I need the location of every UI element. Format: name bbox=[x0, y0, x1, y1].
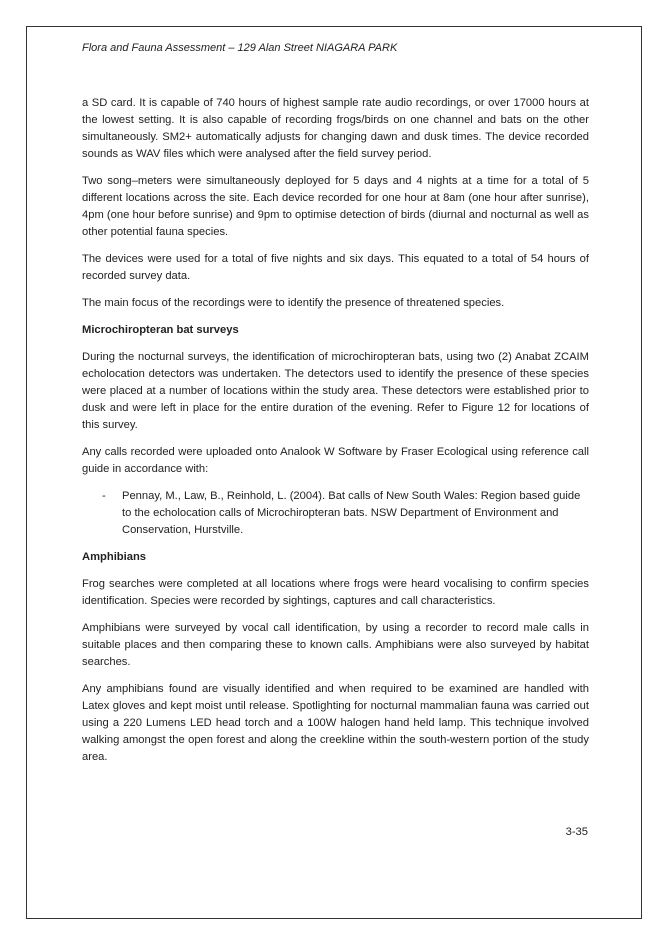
document-body bbox=[82, 95, 589, 776]
paragraph: Any amphibians found are visually identified and when required to be examined are handled with Latex gloves and kept moist until release. Spotlighting for nocturnal mammalian fauna was carried out using a 220 Lumens LED head torch and a 100W halogen hand held lamp. This technique involved walking amongst the open forest and along the creekline within the south-western portion of the study area. bbox=[82, 683, 589, 763]
paragraph: During the nocturnal surveys, the identification of microchiropteran bats, using two (2) Anabat ZCAIM echolocation detectors was undertaken. The detectors used to identify the presence of these species were placed at a number of locations within the study area. These detectors were established prior to dusk and were left in place for the entire duration of the evening. Refer to Figure 12 for locations of this survey. bbox=[82, 351, 589, 431]
document-header: Flora and Fauna Assessment – 129 Alan Street NIAGARA PARK bbox=[82, 42, 398, 54]
paragraph: Amphibians were surveyed by vocal call identification, by using a recorder to record male calls in suitable places and then comparing these to known calls. Amphibians were also surveyed by habitat searches. bbox=[82, 622, 589, 668]
paragraph: The devices were used for a total of five nights and six days. This equated to a total of 54 hours of recorded survey data. bbox=[82, 253, 589, 282]
page-number: 3-35 bbox=[565, 826, 588, 838]
reference-item bbox=[82, 488, 589, 539]
paragraph: The main focus of the recordings were to identify the presence of threatened species. bbox=[82, 297, 505, 309]
section-heading-bats: Microchiropteran bat surveys bbox=[82, 324, 239, 336]
reference-text: Pennay, M., Law, B., Reinhold, L. (2004). Bat calls of New South Wales: Region based guide to the echolocation calls of Microchiropteran bats. NSW Department of Environment and Conservation, Hurstville. bbox=[122, 490, 581, 536]
reference-bullet: - bbox=[102, 490, 106, 502]
paragraph: a SD card. It is capable of 740 hours of highest sample rate audio recordings, or over 17000 hours at the lowest setting. It is also capable of recording frogs/birds on one channel and bats on the other simultaneously. SM2+ automatically adjusts for changing dawn and dusk times. The device recorded sounds as WAV files which were analysed after the field survey period. bbox=[82, 97, 589, 160]
paragraph: Any calls recorded were uploaded onto Analook W Software by Fraser Ecological using reference call guide in accordance with: bbox=[82, 446, 589, 475]
paragraph: Frog searches were completed at all locations where frogs were heard vocalising to confirm species identification. Species were recorded by sightings, captures and call characteristics. bbox=[82, 578, 589, 607]
paragraph: Two song–meters were simultaneously deployed for 5 days and 4 nights at a time for a total of 5 different locations across the site. Each device recorded for one hour at 8am (one hour after sunrise), 4pm (one hour before sunrise) and 9pm to optimise detection of birds (diurnal and nocturnal as well as other potential fauna species. bbox=[82, 175, 589, 238]
section-heading-amphibians: Amphibians bbox=[82, 551, 147, 563]
